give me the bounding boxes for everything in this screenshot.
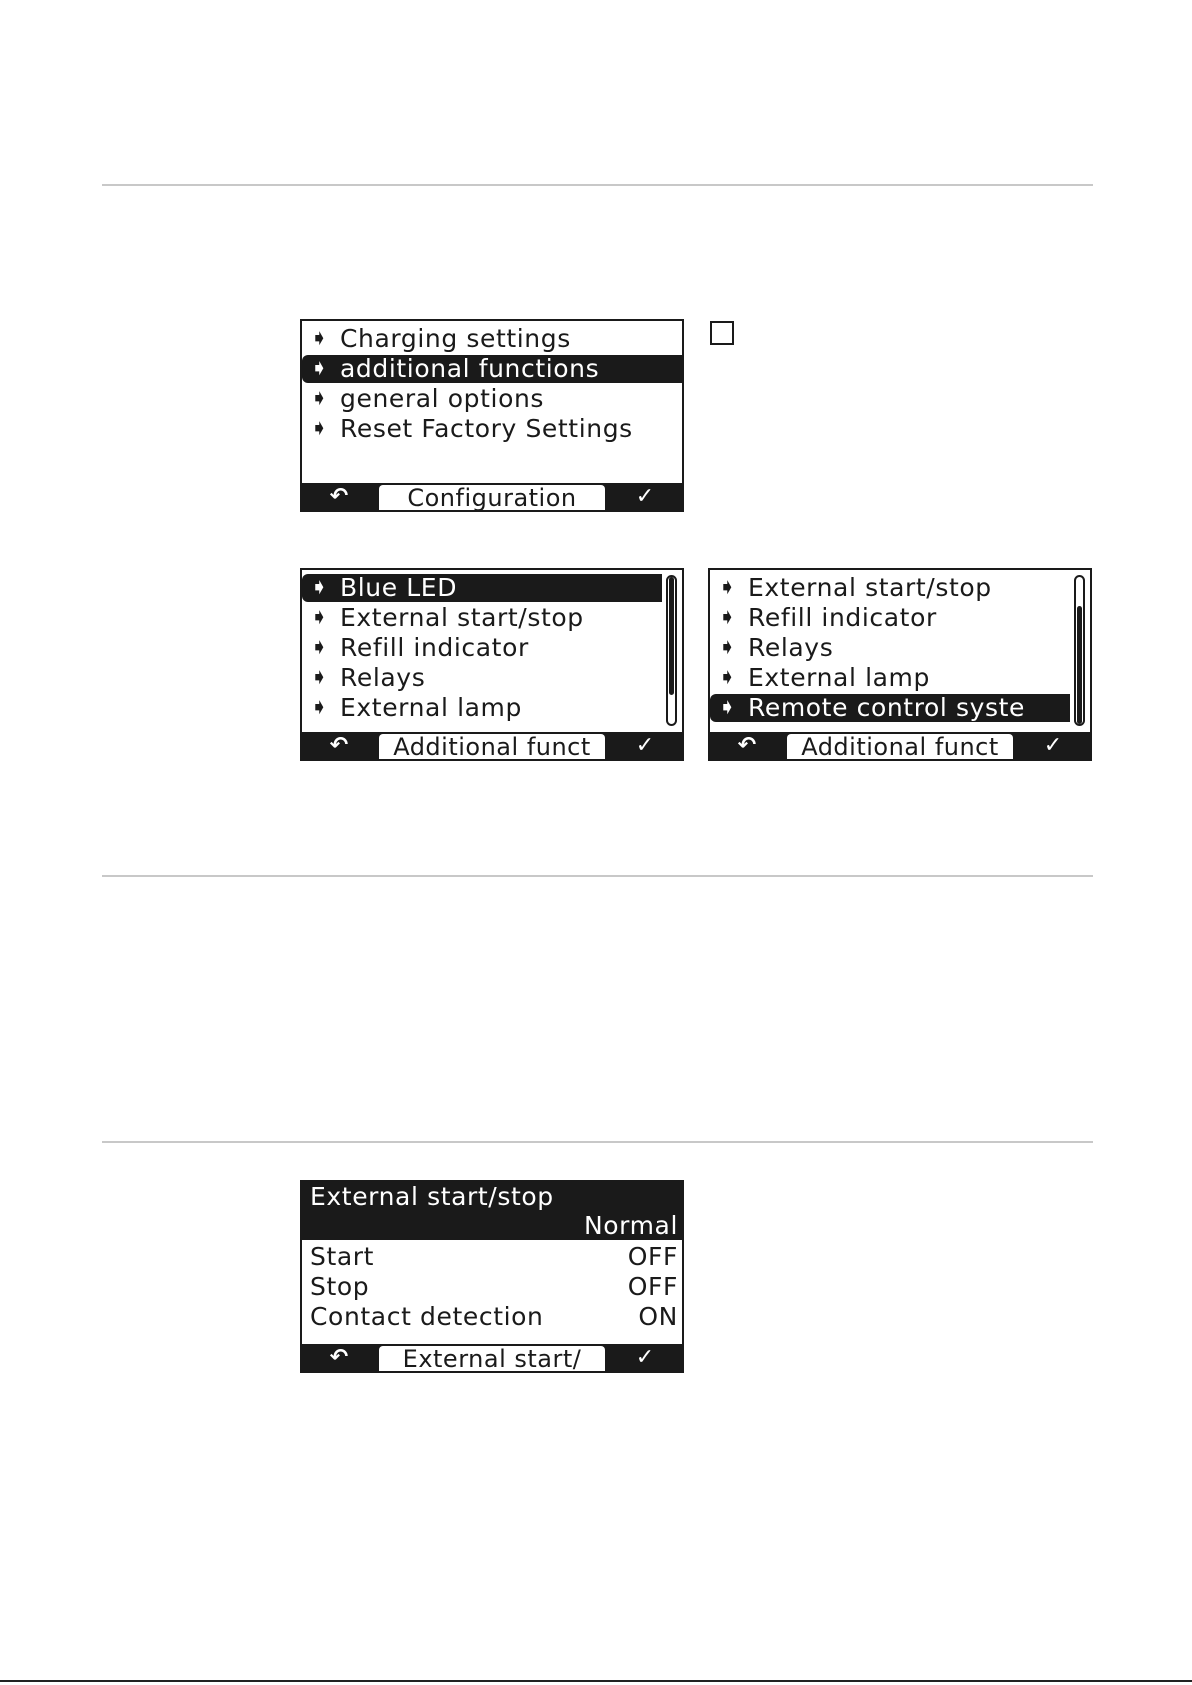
menu-item[interactable]	[710, 604, 1070, 632]
setting-header	[302, 1182, 682, 1240]
setting-row-stop[interactable]	[302, 1273, 682, 1301]
screen-title: Configuration	[379, 485, 605, 510]
arrow-right-icon: ➧	[310, 326, 330, 351]
setting-row-start[interactable]	[302, 1243, 682, 1271]
screen-title: External start/	[379, 1346, 605, 1371]
arrow-right-icon: ➧	[310, 416, 330, 441]
setting-row-contact-detection[interactable]	[302, 1303, 682, 1331]
lcd-footer	[710, 732, 1090, 759]
setting-mode-value[interactable]: Normal	[583, 1211, 678, 1240]
setting-value: OFF	[627, 1242, 678, 1271]
menu-item[interactable]	[302, 325, 682, 353]
menu-item[interactable]	[302, 694, 662, 722]
menu-item-label: additional functions	[340, 354, 600, 383]
back-arrow-icon[interactable]: ↶	[329, 733, 349, 758]
menu-item-label: Blue LED	[340, 573, 458, 602]
menu-item[interactable]	[302, 574, 662, 602]
step-checkbox[interactable]	[710, 321, 734, 345]
scrollbar[interactable]	[1074, 575, 1085, 726]
section-divider-middle	[102, 875, 1093, 877]
lcd-footer	[302, 732, 682, 759]
arrow-right-icon: ➧	[718, 605, 738, 630]
back-arrow-icon[interactable]: ↶	[329, 1345, 349, 1370]
menu-item-label: External lamp	[748, 663, 930, 692]
arrow-right-icon: ➧	[310, 356, 330, 381]
setting-label: Start	[310, 1242, 375, 1271]
arrow-right-icon: ➧	[718, 575, 738, 600]
setting-label: Stop	[310, 1272, 370, 1301]
scrollbar-thumb[interactable]	[1077, 606, 1082, 724]
back-arrow-icon[interactable]: ↶	[329, 484, 349, 509]
lcd-screen-additional-functions-1	[300, 568, 684, 761]
checkmark-icon[interactable]: ✓	[635, 484, 655, 509]
menu-item-label: Remote control syste	[748, 693, 1026, 722]
menu-item-label: External start/stop	[748, 573, 992, 602]
menu-item[interactable]	[302, 664, 662, 692]
menu-item[interactable]	[302, 604, 662, 632]
menu-item-label: Refill indicator	[748, 603, 937, 632]
menu-item[interactable]	[302, 385, 682, 413]
arrow-right-icon: ➧	[718, 635, 738, 660]
screen-title: Additional funct	[379, 734, 605, 759]
lcd-screen-additional-functions-2	[708, 568, 1092, 761]
scrollbar[interactable]	[666, 575, 677, 726]
menu-item-label: External start/stop	[340, 603, 584, 632]
menu-item[interactable]	[710, 574, 1070, 602]
menu-item[interactable]	[302, 634, 662, 662]
menu-item-label: Reset Factory Settings	[340, 414, 633, 443]
menu-item-label: Relays	[748, 633, 834, 662]
back-arrow-icon[interactable]: ↶	[737, 733, 757, 758]
lcd-footer	[302, 1344, 682, 1371]
menu-item-label: Charging settings	[340, 324, 571, 353]
section-divider-top	[102, 184, 1093, 186]
arrow-right-icon: ➧	[310, 605, 330, 630]
menu-item[interactable]	[302, 355, 682, 383]
page-bottom-rule	[0, 1680, 1192, 1682]
arrow-right-icon: ➧	[718, 695, 738, 720]
lcd-screen-external-start-stop	[300, 1180, 684, 1373]
lcd-footer	[302, 483, 682, 510]
section-divider-lower	[102, 1141, 1093, 1143]
screen-title: Additional funct	[787, 734, 1013, 759]
setting-value: OFF	[627, 1272, 678, 1301]
arrow-right-icon: ➧	[310, 665, 330, 690]
menu-item[interactable]	[710, 664, 1070, 692]
menu-item-label: Refill indicator	[340, 633, 529, 662]
arrow-right-icon: ➧	[718, 665, 738, 690]
checkmark-icon[interactable]: ✓	[635, 1345, 655, 1370]
lcd-screen-configuration	[300, 319, 684, 512]
menu-item[interactable]	[710, 634, 1070, 662]
menu-item-label: Relays	[340, 663, 426, 692]
arrow-right-icon: ➧	[310, 386, 330, 411]
setting-label: Contact detection	[310, 1302, 544, 1331]
checkmark-icon[interactable]: ✓	[1043, 733, 1063, 758]
setting-title: External start/stop	[310, 1182, 554, 1211]
menu-item[interactable]	[710, 694, 1070, 722]
arrow-right-icon: ➧	[310, 695, 330, 720]
scrollbar-thumb[interactable]	[669, 577, 674, 695]
menu-item-label: general options	[340, 384, 545, 413]
checkmark-icon[interactable]: ✓	[635, 733, 655, 758]
setting-value: ON	[638, 1302, 678, 1331]
arrow-right-icon: ➧	[310, 635, 330, 660]
menu-item-label: External lamp	[340, 693, 522, 722]
menu-item[interactable]	[302, 415, 682, 443]
arrow-right-icon: ➧	[310, 575, 330, 600]
